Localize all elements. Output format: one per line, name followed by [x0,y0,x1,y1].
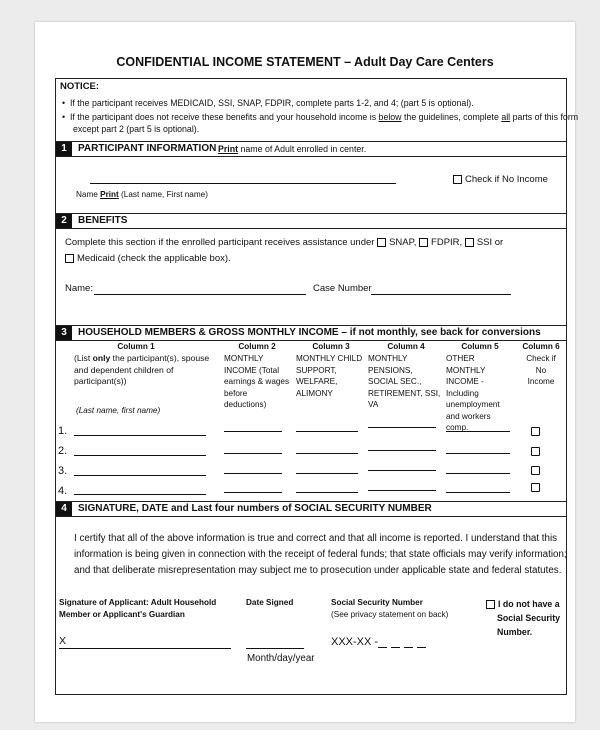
row-3-no-income[interactable] [531,466,540,475]
certify-line-2: information is being given in connection with the receipt of federal funds; that state officials may verify information; [74,549,567,560]
ssn-digit-4[interactable] [417,647,426,648]
notice-line-3: except part 2 (part 5 is optional). [73,124,200,134]
medicaid-label: Medicaid (check the applicable box). [77,253,231,264]
col2-head: Column 2 [238,342,276,351]
col1-text-b: the participant(s), spouse and dependent children of participant(s)) [74,353,210,386]
ssi-label: SSI or [476,237,504,248]
name-label-b: (Last name, First name) [118,190,208,199]
row-2-col2[interactable] [224,453,282,454]
ssn-digit-1[interactable] [378,647,387,648]
notice-label: NOTICE: [60,81,100,92]
row-2-col5[interactable] [446,453,510,454]
notice-below: below [378,112,402,122]
notice-line-2b: the guidelines, complete [401,112,502,122]
notice-all: all [501,112,511,122]
row-4-name[interactable] [74,494,206,495]
benefits-text: Complete this section if the enrolled participant receives assistance under [65,237,375,248]
row-3-col5[interactable] [446,473,510,474]
no-ssn-line-2: Social Security [497,613,561,623]
no-ssn-line-3: Number. [497,627,533,637]
row-4-label: 4. [58,485,68,497]
signature-label-2: Member or Applicant's Guardian [59,610,185,619]
no-ssn-line-1: I do not have a [498,599,560,609]
row-1-col4[interactable] [368,427,436,428]
snap-label: SNAP, [389,237,417,248]
print-word: Print [218,144,239,154]
form-page [35,22,579,722]
col1-text-a: (List [74,353,93,363]
col5-text: OTHER MONTHLY INCOME -Including unemployment and workers comp. [446,354,500,432]
row-4-no-income[interactable] [531,483,540,492]
date-field[interactable] [246,648,304,649]
no-income-label: Check if No Income [465,174,548,185]
row-3-label: 3. [58,465,68,477]
col6-text: Check if No Income [526,354,556,386]
form-title: CONFIDENTIAL INCOME STATEMENT – Adult Day Care Centers [116,55,494,69]
section-2-title: BENEFITS [78,215,128,226]
row-2-col4[interactable] [368,450,436,451]
row-2-col3[interactable] [296,453,358,454]
notice-line-2a: If the participant does not receive these benefits and your household income is [69,112,379,122]
benefits-name-label: Name: [65,283,93,294]
ssn-digit-3[interactable] [404,647,413,648]
fdpir-label: FDPIR, [431,237,463,248]
notice-line-2c: parts of this form [510,112,579,122]
notice-line-2: • If the participant does not receive these benefits and your household income is below the guidelines, complete all parts of this form [62,112,579,122]
row-3-col4[interactable] [368,470,436,471]
no-ssn-checkbox[interactable] [486,600,495,609]
col5-head: Column 5 [461,342,499,351]
section-4-number: 4 [56,502,72,516]
ssn-label: Social Security Number [331,598,423,607]
benefits-line-2 [65,253,231,264]
row-4-col5[interactable] [446,492,510,493]
row-1-col3[interactable] [296,431,358,432]
row-3-col2[interactable] [224,473,282,474]
row-4-col4[interactable] [368,490,436,491]
section-1-header [56,141,566,157]
participant-name-label [76,189,208,201]
fdpir-checkbox[interactable] [419,238,428,247]
case-number-label: Case Number [313,283,372,294]
section-3-header [56,325,566,341]
certify-line-1: I certify that all of the above information is true and correct and that all income is reported. I understand that this [74,533,558,544]
row-3-name[interactable] [74,475,206,476]
checkbox-icon[interactable] [453,175,462,184]
ssn-note: (See privacy statement on back) [331,610,449,619]
medicaid-checkbox[interactable] [65,254,74,263]
col6-head: Column 6 [522,342,560,351]
row-2-no-income[interactable] [531,447,540,456]
section-3-number: 3 [56,326,72,340]
section-2-header [56,213,566,229]
date-format-label: Month/day/year [247,653,315,664]
section-2-number: 2 [56,214,72,228]
participant-name-field[interactable] [90,183,396,184]
row-1-col2[interactable] [224,431,282,432]
col1-text [74,353,214,388]
ssn-digit-2[interactable] [391,647,400,648]
row-4-col3[interactable] [296,492,358,493]
col2-text: MONTHLY INCOME (Total earnings & wages before deductions) [224,354,290,409]
signature-label-1: Signature of Applicant: Adult Household [59,598,217,607]
row-1-label: 1. [58,425,68,437]
ssi-checkbox[interactable] [465,238,474,247]
col3-head: Column 3 [312,342,350,351]
row-1-col5[interactable] [446,431,510,432]
form-frame [55,78,579,695]
benefits-line-1 [65,237,503,248]
notice-line-1-text: If the participant receives MEDICAID, SSI, SNAP, FDPIR, complete parts 1-2, and 4; (part 5 is optional). [69,98,474,108]
row-1-name[interactable] [74,435,206,436]
ssn-prefix: XXX-XX - [331,636,379,648]
row-2-name[interactable] [74,455,206,456]
row-2-label: 2. [58,445,68,457]
signature-x: X [59,635,67,647]
snap-checkbox[interactable] [377,238,386,247]
row-3-col3[interactable] [296,473,358,474]
date-signed-label: Date Signed [246,598,294,607]
section-1-instruction [218,144,366,154]
row-4-col2[interactable] [224,492,282,493]
notice-line-1: • If the participant receives MEDICAID, SSI, SNAP, FDPIR, complete parts 1-2, and 4; (part 5 is optional). [62,98,474,108]
col3-text: MONTHLY CHILD SUPPORT, WELFARE, ALIMONY [296,354,363,398]
case-number-field[interactable] [371,294,511,295]
section-3-title: HOUSEHOLD MEMBERS & GROSS MONTHLY INCOME – if not monthly, see back for conversions [78,327,541,338]
section-1-title: PARTICIPANT INFORMATION [78,143,217,154]
name-label-print: Print [100,190,119,199]
instruction-text: name of Adult enrolled in center. [238,144,367,154]
no-ssn-check[interactable] [486,599,560,609]
col4-text: MONTHLY PENSIONS, SOCIAL SEC., RETIREMENT, SSI, VA [368,354,441,409]
benefits-name-field[interactable] [94,294,306,295]
section-4-title: SIGNATURE, DATE and Last four numbers of SOCIAL SECURITY NUMBER [78,503,432,514]
name-label-a: Name [76,190,101,199]
col4-head: Column 4 [387,342,425,351]
no-income-check[interactable] [453,174,548,185]
col1-note: (Last name, first name) [76,406,161,415]
certify-line-3: and that deliberate misrepresentation may subject me to prosecution under applicable state and federal statutes. [74,565,562,576]
col1-only: only [92,353,111,363]
section-1-number: 1 [56,142,72,156]
col1-head: Column 1 [117,342,155,351]
section-4-header [56,501,566,517]
row-1-no-income[interactable] [531,427,540,436]
signature-field[interactable] [59,648,231,649]
